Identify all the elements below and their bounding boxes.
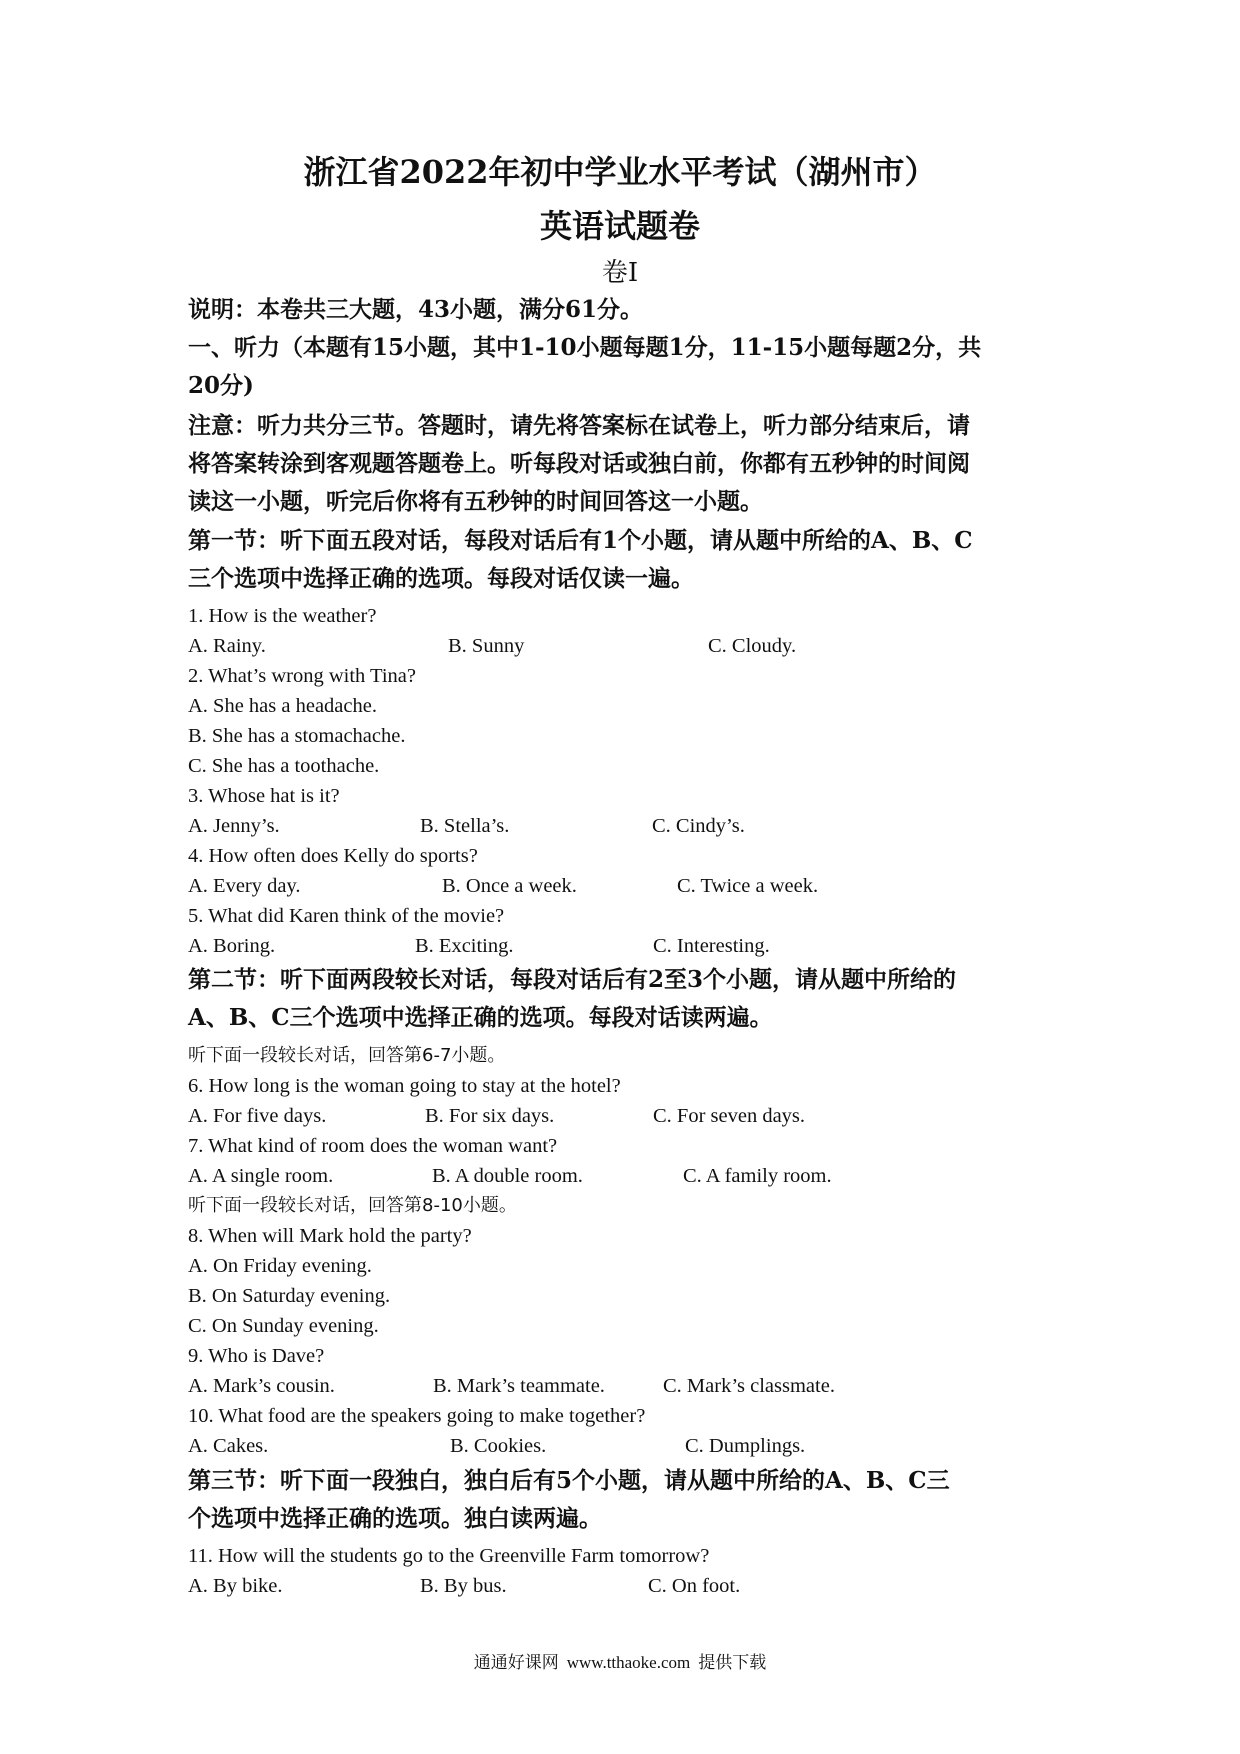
part1-heading-line2: 20分)	[188, 372, 254, 399]
footer-brand: 通通好课网	[473, 1653, 559, 1673]
volume-label: 卷Ⅰ	[601, 258, 639, 288]
page-footer	[0, 1650, 1240, 1676]
question-7-option-b: B. A double room.	[432, 1165, 583, 1187]
question-5-option-b: B. Exciting.	[415, 935, 514, 957]
question-2-option-c: C. She has a toothache.	[188, 755, 380, 777]
section2-note-b: 听下面一段较长对话，回答第8-10小题。	[188, 1195, 517, 1216]
part1-heading-line1: 一、听力（本题有15小题，其中1-10小题每题1分，11-15小题每题2分，共	[188, 334, 982, 361]
question-4-option-b: B. Once a week.	[442, 875, 577, 897]
question-7-option-a: A. A single room.	[188, 1165, 334, 1187]
question-3-option-c: C. Cindy’s.	[652, 815, 745, 837]
question-6-option-b: B. For six days.	[425, 1105, 555, 1127]
question-10-option-c: C. Dumplings.	[685, 1435, 806, 1457]
question-1: 1. How is the weather?	[188, 605, 377, 627]
question-6-option-a: A. For five days.	[188, 1105, 327, 1127]
section1-heading-line1: 第一节：听下面五段对话，每段对话后有1个小题，请从题中所给的A、B、C	[188, 527, 973, 554]
footer-site-link[interactable]: www.tthaoke.com	[566, 1653, 691, 1672]
question-8-option-c: C. On Sunday evening.	[188, 1315, 379, 1337]
question-1-option-c: C. Cloudy.	[708, 635, 797, 657]
question-1-option-a: A. Rainy.	[188, 635, 266, 657]
question-2-option-b: B. She has a stomachache.	[188, 725, 406, 747]
question-6-option-c: C. For seven days.	[653, 1105, 806, 1127]
question-9-option-b: B. Mark’s teammate.	[433, 1375, 605, 1397]
question-1-option-b: B. Sunny	[448, 635, 525, 657]
exam-title: 浙江省2022年初中学业水平考试（湖州市）	[303, 153, 937, 191]
section2-heading-line1: 第二节：听下面两段较长对话，每段对话后有2至3个小题，请从题中所给的	[188, 966, 957, 993]
question-7-option-c: C. A family room.	[683, 1165, 832, 1187]
question-9: 9. Who is Dave?	[188, 1345, 325, 1367]
question-3-option-b: B. Stella’s.	[420, 815, 510, 837]
question-5: 5. What did Karen think of the movie?	[188, 905, 505, 927]
section3-heading-line1: 第三节：听下面一段独白，独白后有5个小题，请从题中所给的A、B、C三	[188, 1467, 950, 1494]
question-2: 2. What’s wrong with Tina?	[188, 665, 416, 687]
exam-summary: 说明：本卷共三大题，43小题，满分61分。	[188, 296, 644, 323]
question-8-option-b: B. On Saturday evening.	[188, 1285, 391, 1307]
question-11: 11. How will the students go to the Greenville Farm tomorrow?	[188, 1545, 710, 1567]
listening-note-line1: 注意：听力共分三节。答题时，请先将答案标在试卷上，听力部分结束后，请	[188, 412, 970, 439]
listening-note-line2: 将答案转涂到客观题答题卷上。听每段对话或独白前，你都有五秒钟的时间阅	[188, 450, 970, 477]
question-9-option-c: C. Mark’s classmate.	[663, 1375, 835, 1397]
listening-note-line3: 读这一小题，听完后你将有五秒钟的时间回答这一小题。	[188, 488, 763, 515]
question-4-option-a: A. Every day.	[188, 875, 301, 897]
question-11-option-b: B. By bus.	[420, 1575, 507, 1597]
question-8: 8. When will Mark hold the party?	[188, 1225, 472, 1247]
exam-subtitle: 英语试题卷	[539, 207, 700, 245]
section2-note-a: 听下面一段较长对话，回答第6-7小题。	[188, 1045, 506, 1066]
question-10: 10. What food are the speakers going to make together?	[188, 1405, 646, 1427]
question-10-option-a: A. Cakes.	[188, 1435, 269, 1457]
section2-heading-line2: A、B、C三个选项中选择正确的选项。每段对话读两遍。	[188, 1004, 773, 1031]
question-3: 3. Whose hat is it?	[188, 785, 340, 807]
question-2-option-a: A. She has a headache.	[188, 695, 377, 717]
footer-download-text: 提供下载	[698, 1653, 767, 1673]
question-11-option-a: A. By bike.	[188, 1575, 283, 1597]
question-6: 6. How long is the woman going to stay at the hotel?	[188, 1075, 621, 1097]
question-8-option-a: A. On Friday evening.	[188, 1255, 372, 1277]
section3-heading-line2: 个选项中选择正确的选项。独白读两遍。	[188, 1505, 602, 1532]
question-3-option-a: A. Jenny’s.	[188, 815, 280, 837]
question-10-option-b: B. Cookies.	[450, 1435, 547, 1457]
question-5-option-a: A. Boring.	[188, 935, 276, 957]
question-5-option-c: C. Interesting.	[653, 935, 770, 957]
question-4: 4. How often does Kelly do sports?	[188, 845, 478, 867]
question-9-option-a: A. Mark’s cousin.	[188, 1375, 335, 1397]
section1-heading-line2: 三个选项中选择正确的选项。每段对话仅读一遍。	[188, 565, 694, 592]
question-4-option-c: C. Twice a week.	[677, 875, 819, 897]
question-11-option-c: C. On foot.	[648, 1575, 741, 1597]
question-7: 7. What kind of room does the woman want?	[188, 1135, 558, 1157]
